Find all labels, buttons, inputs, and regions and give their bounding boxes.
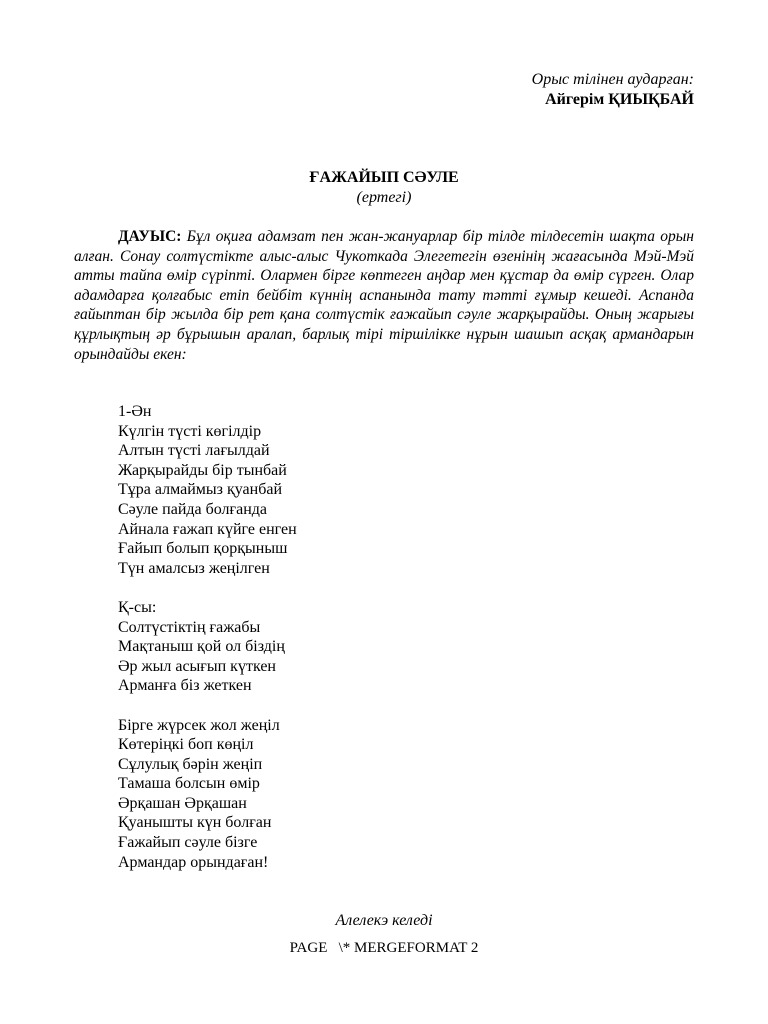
lyric-line: Айнала ғажап күйге енген	[118, 520, 297, 538]
lyric-line: Қ-сы:	[118, 598, 157, 616]
heading	[0, 168, 768, 208]
lyric-line: Тұра алмаймыз қуанбай	[118, 481, 283, 499]
lyric-line: Қуанышты күн болған	[118, 814, 272, 832]
stanza-verse-1	[118, 402, 518, 578]
lyric-line: Бірге жүрсек жол жеңіл	[118, 716, 280, 734]
lyric-line: Сәуле пайда болғанда	[118, 500, 268, 518]
page-footer-field: PAGE \* MERGEFORMAT 2	[289, 940, 479, 956]
stanza-chorus	[118, 598, 518, 696]
intro-text: Бұл оқиға адамзат пен жан-жануарлар бір тілде тілдесетін шақта орын алған. Сонау солтүстікте алыс-алыс Чукоткада Элегетегін өзенінің жағасында Мэй-Мэй атты тайпа өмір сүріпті. Олармен бірге көптеген аңдар мен құстар да өмір сүрген. Олар адамдарға қолғабыс етіп бейбіт күннің аспанында тату тәтті ғұмыр кешеді. Аспанда ғайыптан бір жылда бір рет қана солтүстік ғажайып сәуле жарқырайды. Оның жарығы құрлықтың әр бұрышын аралап, барлық тірі тіршілікке нұрын шашып асқақ армандарын орындайды екен:	[74, 228, 694, 363]
document-subtitle: (ертегі)	[356, 189, 412, 206]
lyric-line: Көтеріңкі боп көңіл	[118, 736, 254, 754]
song-lyrics	[118, 402, 518, 892]
lyric-line: 1-Ән	[118, 403, 152, 420]
translator-credit	[532, 70, 694, 110]
lyric-line: Күлгін түсті көгілдір	[118, 422, 262, 440]
lyric-line: Түн амалсыз жеңілген	[118, 559, 270, 577]
lyric-line: Мақтаныш қой ол біздің	[118, 638, 285, 656]
continued-note: Алелекэ келеді	[335, 912, 433, 929]
stanza-verse-2	[118, 716, 518, 873]
document-title: ҒАЖАЙЫП СӘУЛЕ	[309, 169, 459, 186]
lyric-line: Тамаша болсын өмір	[118, 775, 260, 793]
lyric-line: Әр жыл асығып күткен	[118, 657, 276, 675]
lyric-line: Алтын түсті лағылдай	[118, 442, 270, 460]
narrator-label: ДАУЫС:	[118, 228, 182, 245]
lyric-line: Сұлулық бәрін жеңіп	[118, 755, 263, 773]
intro-paragraph	[74, 227, 694, 364]
lyric-line: Жарқырайды бір тынбай	[118, 461, 287, 479]
lyric-line: Ғажайып сәуле бізге	[118, 834, 258, 852]
lyric-line: Солтүстіктің ғажабы	[118, 618, 261, 636]
translation-note: Орыс тілінен аударған:	[531, 71, 694, 88]
lyric-line: Армандар орындаған!	[118, 853, 269, 871]
lyric-line: Әрқашан Әрқашан	[118, 794, 247, 812]
lyric-line: Ғайып болып қорқыныш	[118, 540, 288, 558]
translator-name: Айгерім ҚИЫҚБАЙ	[545, 91, 694, 108]
lyric-line: Арманға біз жеткен	[118, 677, 252, 695]
